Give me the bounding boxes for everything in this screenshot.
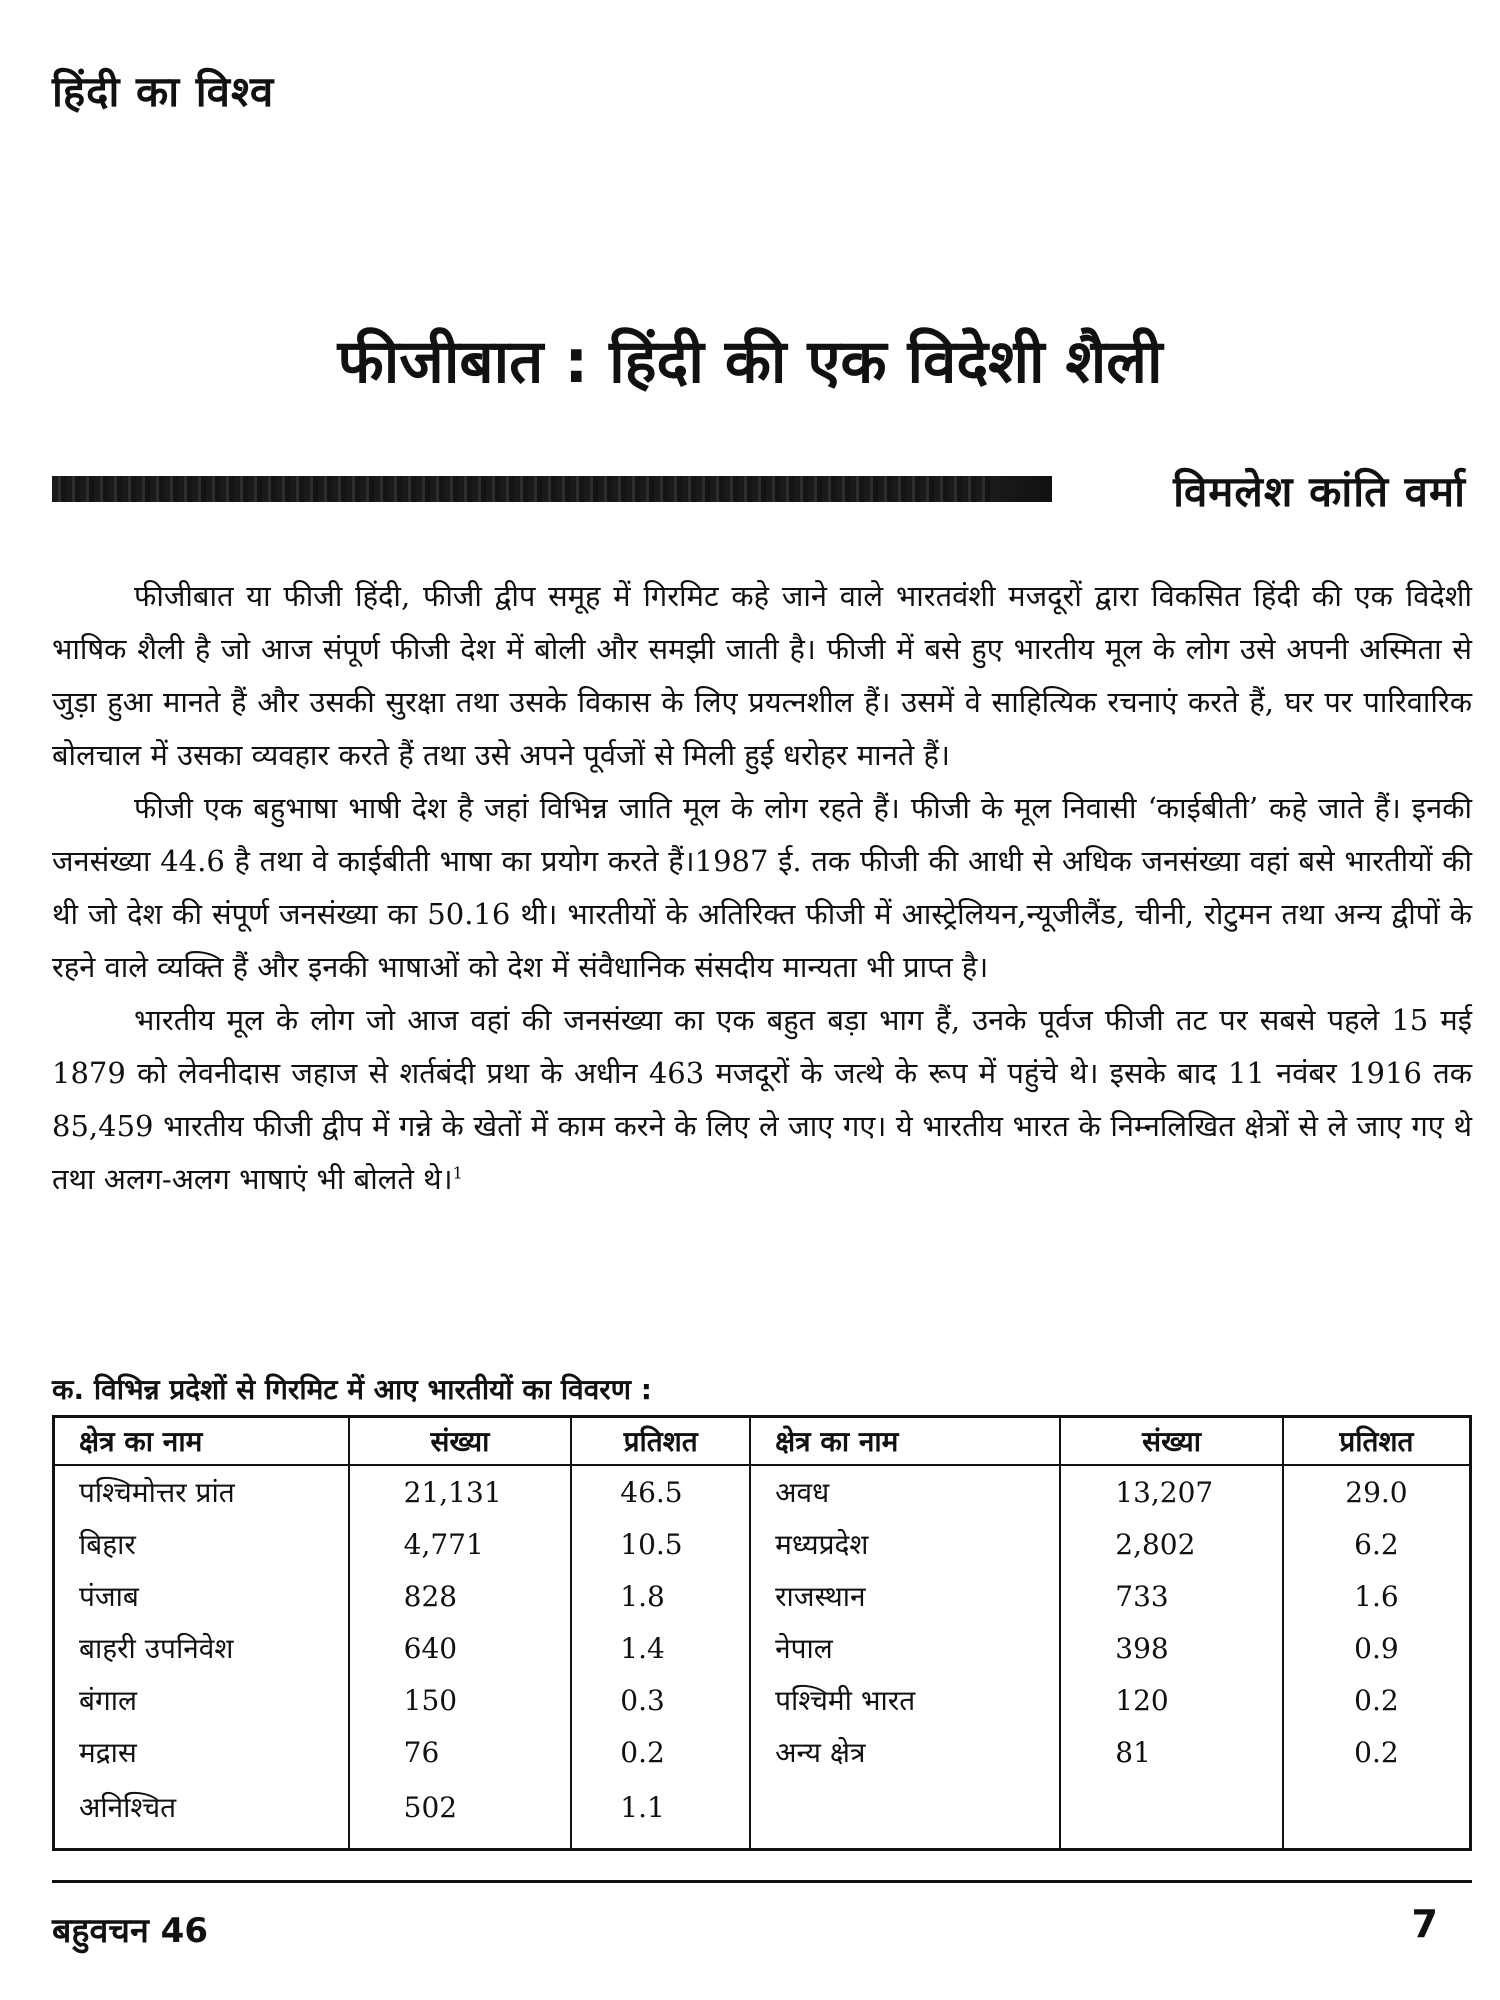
cell-region: मद्रास bbox=[54, 1726, 349, 1778]
cell-region bbox=[750, 1778, 1060, 1850]
cell-percent: 1.1 bbox=[571, 1778, 750, 1850]
header-region-2: क्षेत्र का नाम bbox=[750, 1417, 1060, 1466]
cell-region: बंगाल bbox=[54, 1674, 349, 1726]
table-row bbox=[54, 1778, 1471, 1850]
paragraph-3 bbox=[52, 994, 1472, 1206]
article-body bbox=[52, 570, 1472, 1206]
cell-count: 828 bbox=[349, 1570, 572, 1622]
footer-rule bbox=[52, 1880, 1472, 1883]
table-row bbox=[54, 1518, 1471, 1570]
table-row bbox=[54, 1465, 1471, 1518]
cell-region: मध्यप्रदेश bbox=[750, 1518, 1060, 1570]
author-name: विमलेश कांति वर्मा bbox=[1173, 467, 1466, 516]
paragraph-3-text: भारतीय मूल के लोग जो आज वहां की जनसंख्या का एक बहुत बड़ा भाग हैं, उनके पूर्वज फीजी तट पर सबसे पहले 15 मई 1879 को लेवनीदास जहाज से शर्तबंदी प्रथा के अधीन 463 मजदूरों के जत्थे के रूप में पहुंचे थे। इसके बाद 11 नवंबर 1916 तक 85,459 भारतीय फीजी द्वीप में गन्ने के खेतों में काम करने के लिए ले जाए गए। ये भारतीय भारत के निम्नलिखित क्षेत्रों से ले जाए गए थे तथा अलग-अलग भाषाएं भी बोलते थे। bbox=[52, 1003, 1472, 1196]
article-title: फीजीबात : हिंदी की एक विदेशी शैली bbox=[337, 327, 1163, 397]
cell-percent: 0.2 bbox=[1283, 1674, 1471, 1726]
cell-percent: 0.9 bbox=[1283, 1622, 1471, 1674]
header-count-1: संख्या bbox=[349, 1417, 572, 1466]
cell-percent: 0.3 bbox=[571, 1674, 750, 1726]
cell-percent: 10.5 bbox=[571, 1518, 750, 1570]
cell-region: बाहरी उपनिवेश bbox=[54, 1622, 349, 1674]
cell-count: 120 bbox=[1060, 1674, 1283, 1726]
header-count-2: संख्या bbox=[1060, 1417, 1283, 1466]
cell-percent: 1.6 bbox=[1283, 1570, 1471, 1622]
cell-percent: 1.8 bbox=[571, 1570, 750, 1622]
cell-count: 398 bbox=[1060, 1622, 1283, 1674]
cell-count: 21,131 bbox=[349, 1465, 572, 1518]
cell-count: 13,207 bbox=[1060, 1465, 1283, 1518]
footnote-mark: 1 bbox=[452, 1163, 463, 1183]
cell-region: नेपाल bbox=[750, 1622, 1060, 1674]
paragraph-2: फीजी एक बहुभाषा भाषी देश है जहां विभिन्न जाति मूल के लोग रहते हैं। फीजी के मूल निवासी ‘काईबीती’ कहे जाते हैं। इनकी जनसंख्या 44.6 है तथा वे काईबीती भाषा का प्रयोग करते हैं।1987 ई. तक फीजी की आधी से अधिक जनसंख्या वहां बसे भारतीयों की थी जो देश की संपूर्ण जनसंख्या का 50.16 थी। भारतीयों के अतिरिक्त फीजी में आस्ट्रेलियन,न्यूजीलैंड, चीनी, रोटुमन तथा अन्य द्वीपों के रहने वाले व्यक्ति हैं और इनकी भाषाओं को देश में संवैधानिक संसदीय मान्यता भी प्राप्त है। bbox=[52, 791, 1472, 984]
cell-region: पंजाब bbox=[54, 1570, 349, 1622]
cell-region: अनिश्चित bbox=[54, 1778, 349, 1850]
cell-count: 2,802 bbox=[1060, 1518, 1283, 1570]
cell-percent: 29.0 bbox=[1283, 1465, 1471, 1518]
running-head: हिंदी का विश्व bbox=[52, 67, 275, 116]
cell-count: 640 bbox=[349, 1622, 572, 1674]
header-region-1: क्षेत्र का नाम bbox=[54, 1417, 349, 1466]
cell-count: 81 bbox=[1060, 1726, 1283, 1778]
cell-region: अन्य क्षेत्र bbox=[750, 1726, 1060, 1778]
cell-region: पश्चिमोत्तर प्रांत bbox=[54, 1465, 349, 1518]
table-row bbox=[54, 1674, 1471, 1726]
cell-count: 4,771 bbox=[349, 1518, 572, 1570]
table-row bbox=[54, 1570, 1471, 1622]
cell-region: राजस्थान bbox=[750, 1570, 1060, 1622]
cell-count: 502 bbox=[349, 1778, 572, 1850]
cell-count: 733 bbox=[1060, 1570, 1283, 1622]
cell-count: 150 bbox=[349, 1674, 572, 1726]
cell-count: 76 bbox=[349, 1726, 572, 1778]
page-number: 7 bbox=[1411, 1902, 1438, 1946]
cell-percent: 0.2 bbox=[571, 1726, 750, 1778]
table-header-row bbox=[54, 1417, 1471, 1466]
cell-percent: 1.4 bbox=[571, 1622, 750, 1674]
cell-percent bbox=[1283, 1778, 1471, 1850]
table-caption: क. विभिन्न प्रदेशों से गिरमिट में आए भारतीयों का विवरण : bbox=[52, 1373, 652, 1406]
cell-count bbox=[1060, 1778, 1283, 1850]
cell-region: अवध bbox=[750, 1465, 1060, 1518]
header-percent-2: प्रतिशत bbox=[1283, 1417, 1471, 1466]
table-row bbox=[54, 1622, 1471, 1674]
byline-rule bbox=[52, 476, 1052, 502]
paragraph-1: फीजीबात या फीजी हिंदी, फीजी द्वीप समूह में गिरमिट कहे जाने वाले भारतवंशी मजदूरों द्वारा विकसित हिंदी की एक विदेशी भाषिक शैली है जो आज संपूर्ण फीजी देश में बोली और समझी जाती है। फीजी में बसे हुए भारतीय मूल के लोग उसे अपनी अस्मिता से जुड़ा हुआ मानते हैं और उसकी सुरक्षा तथा उसके विकास के लिए प्रयत्नशील हैं। उसमें वे साहित्यिक रचनाएं करते हैं, घर पर पारिवारिक बोलचाल में उसका व्यवहार करते हैं तथा उसे अपने पूर्वजों से मिली हुई धरोहर मानते हैं। bbox=[52, 579, 1472, 772]
cell-region: पश्चिमी भारत bbox=[750, 1674, 1060, 1726]
header-percent-1: प्रतिशत bbox=[571, 1417, 750, 1466]
cell-region: बिहार bbox=[54, 1518, 349, 1570]
byline bbox=[52, 458, 1472, 520]
cell-percent: 46.5 bbox=[571, 1465, 750, 1518]
migrants-table bbox=[52, 1415, 1472, 1851]
cell-percent: 0.2 bbox=[1283, 1726, 1471, 1778]
journal-name: बहुवचन 46 bbox=[52, 1911, 208, 1951]
table-row bbox=[54, 1726, 1471, 1778]
cell-percent: 6.2 bbox=[1283, 1518, 1471, 1570]
